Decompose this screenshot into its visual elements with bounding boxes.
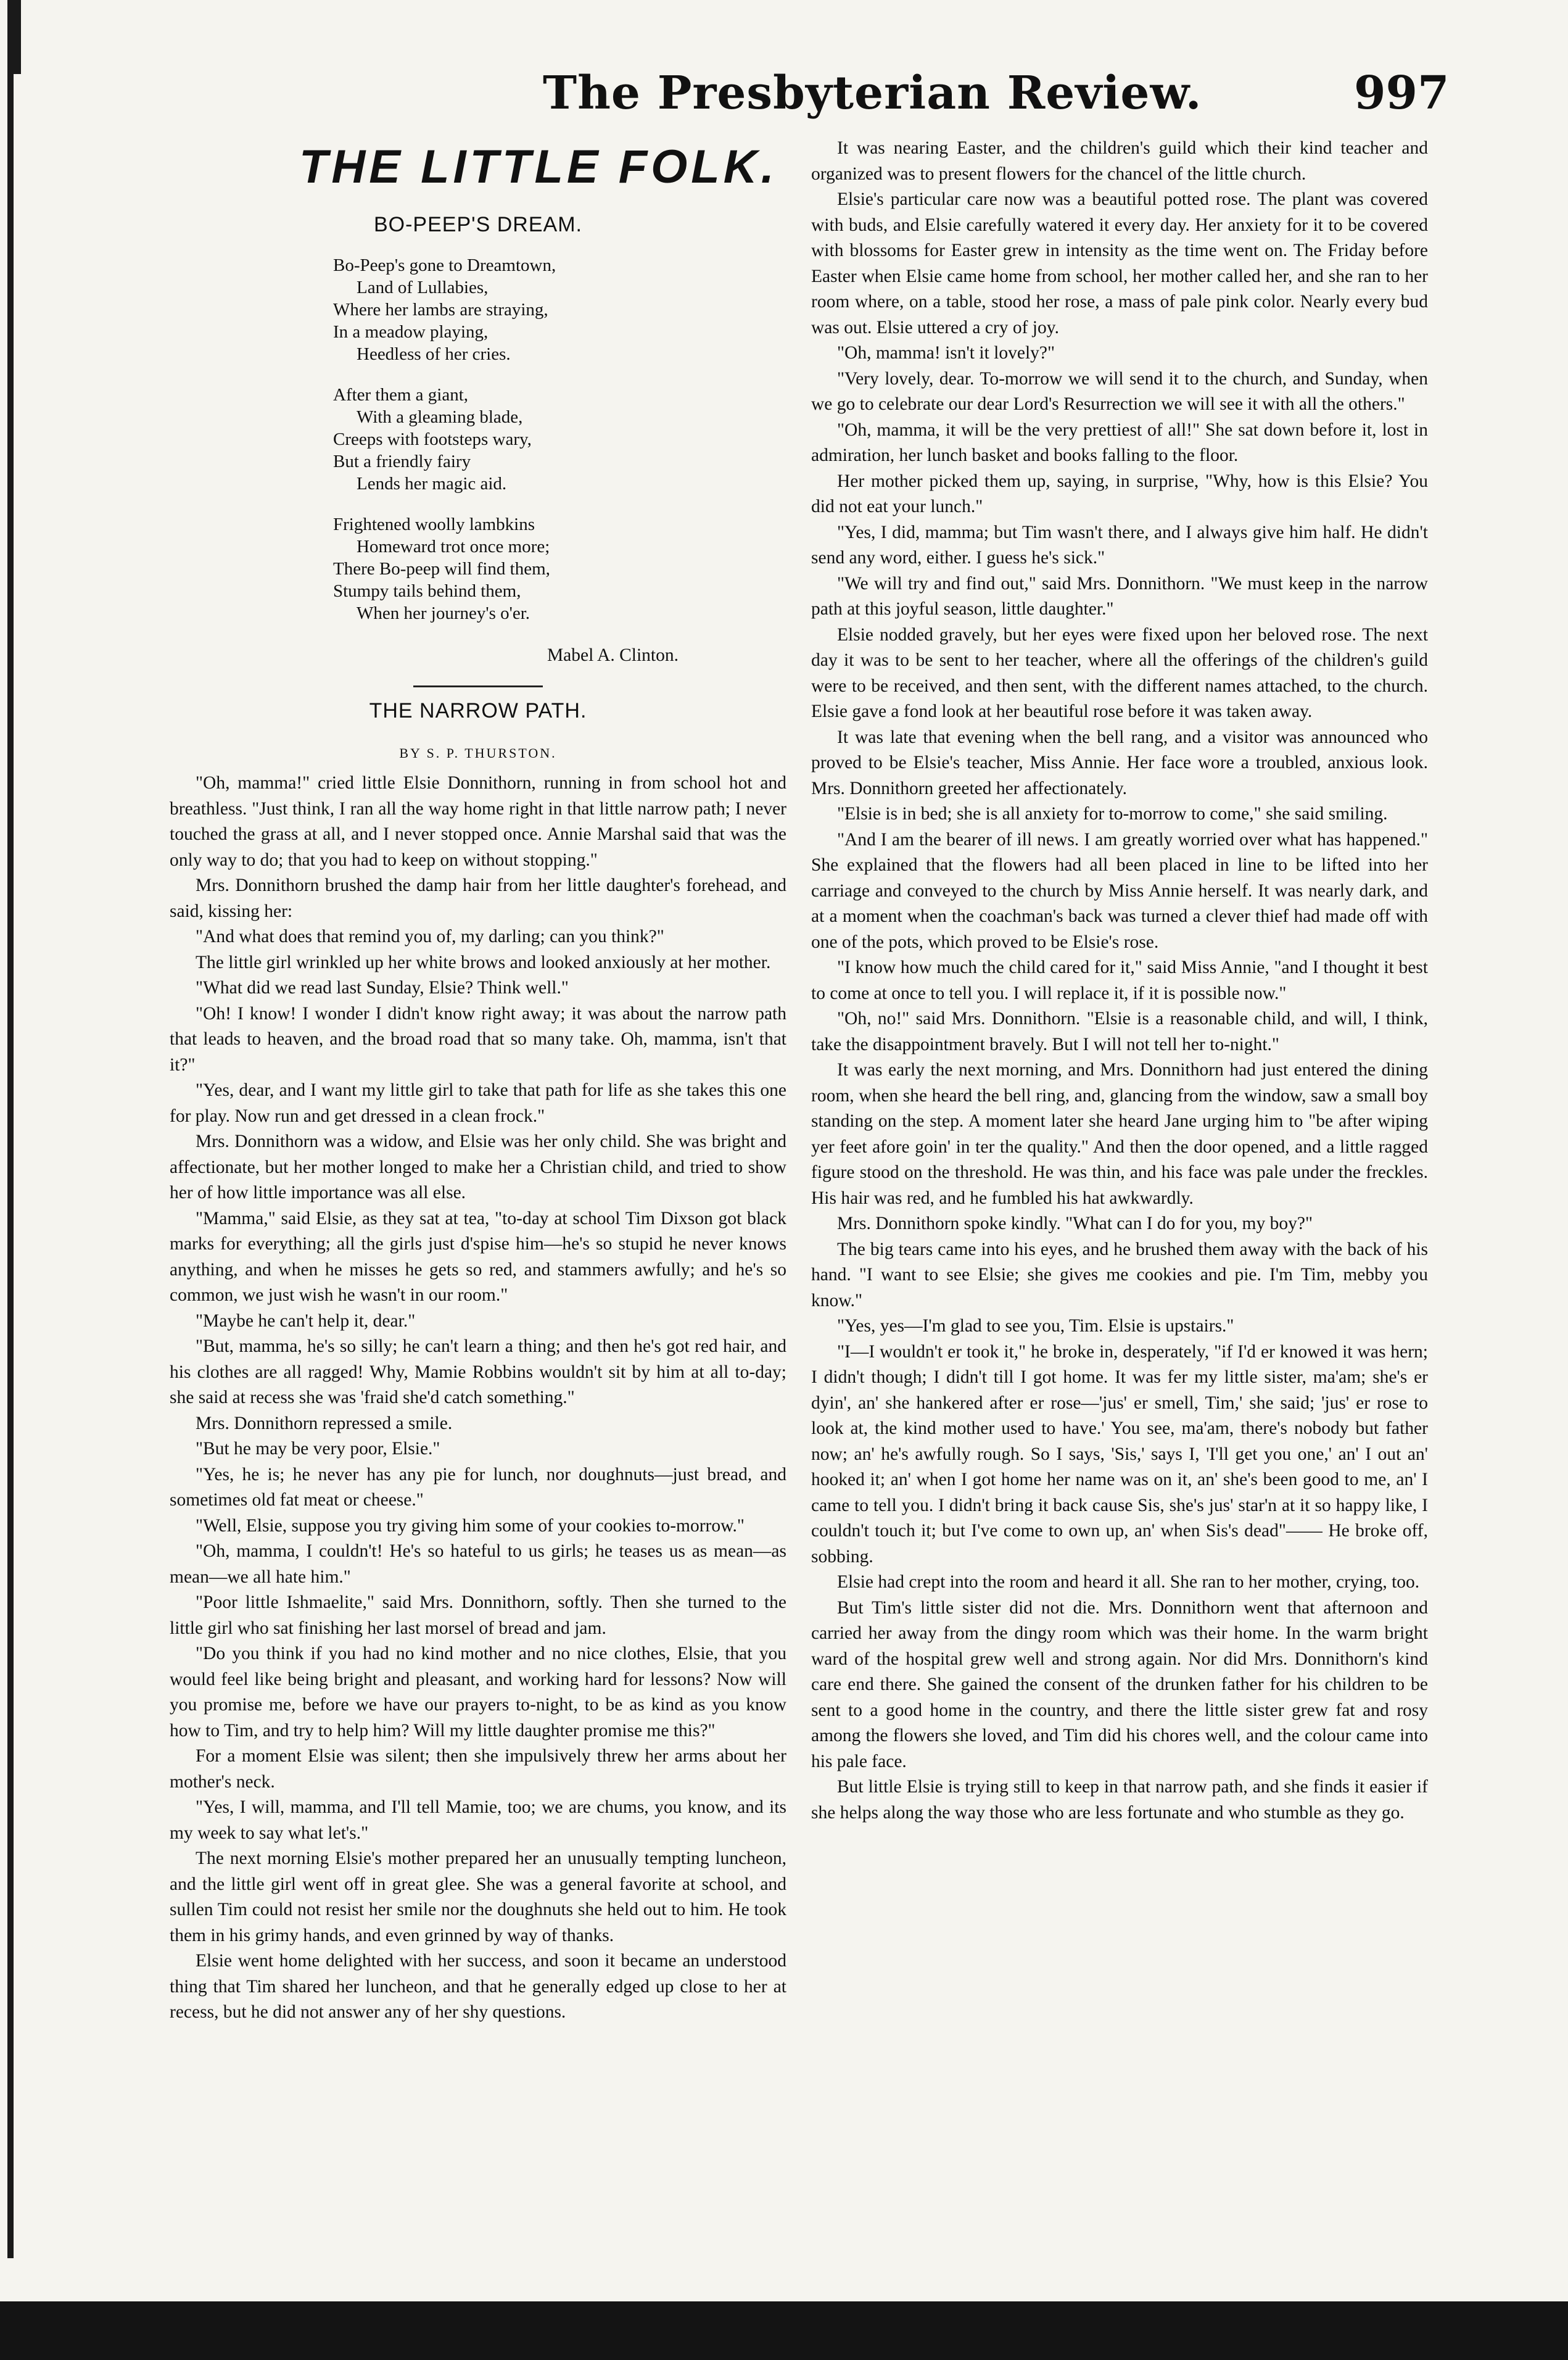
story-paragraph: It was late that evening when the bell rang, and a visitor was announced who proved to be Elsie's teacher, Miss Annie. Her face wore a troubled, anxious look. Mrs. Donnithorn greeted her affectionately. <box>811 727 1428 798</box>
poem-line: With a gleaming blade, <box>357 407 523 427</box>
right-column <box>811 136 1428 2246</box>
story-paragraph: Mrs. Donnithorn spoke kindly. "What can I do for you, my boy?" <box>837 1214 1313 1233</box>
story-paragraph: Elsie had crept into the room and heard it all. She ran to her mother, crying, too. <box>837 1572 1420 1592</box>
poem-stanza <box>333 384 786 495</box>
story-paragraph: Mrs. Donnithorn was a widow, and Elsie was her only child. She was bright and affectionate, but her mother longed to make her a Christian child, and tried to show her of how little importance was all else. <box>170 1132 786 1203</box>
story-paragraph: Elsie's particular care now was a beautiful potted rose. The plant was covered with buds, and Elsie carefully watered it every day. Her anxiety for it to be covered with blossoms for Easter grew in intensity as the time went on. The Friday before Easter when Elsie came home from school, her mother called her, and she ran to her room where, on a table, stood her rose, a mass of pale pink color. Nearly every bud was out. Elsie uttered a cry of joy. <box>811 189 1428 337</box>
story-paragraph: Elsie nodded gravely, but her eyes were fixed upon her beloved rose. The next day it was to be sent to her teacher, where all the offerings of the children's guild were to be received, and then sent, with the different names attached, to the church. Elsie gave a fond look at her beautiful rose before it was taken away. <box>811 624 1428 721</box>
story-paragraph: "I know how much the child cared for it," said Miss Annie, "and I thought it best to come at once to tell you. I will replace it, if it is possible now." <box>811 958 1428 1003</box>
story-paragraph: It was nearing Easter, and the children's guild which their kind teacher and organized was to present flowers for the chancel of the little church. <box>811 138 1428 184</box>
poem-stanza <box>333 513 786 624</box>
story-paragraph: "Yes, dear, and I want my little girl to take that path for life as she takes this one for play. Now run and get dressed in a clean frock." <box>170 1080 786 1126</box>
story-paragraph: Mrs. Donnithorn repressed a smile. <box>196 1413 453 1433</box>
page-number: 997 <box>1354 67 1450 120</box>
scan-border-bottom <box>0 2301 1568 2360</box>
story-paragraph: "Mamma," said Elsie, as they sat at tea, "to-day at school Tim Dixson got black marks for everything; all the girls just d'spise him—he's so stupid he never knows anything, and when he misses he gets so red, and stammers awfully; and he's so common, we just wish he wasn't in our room." <box>170 1208 786 1305</box>
poem-line: Land of Lullabies, <box>357 277 489 297</box>
poem-title: BO-PEEP'S DREAM. <box>373 213 582 236</box>
story-paragraph: "Well, Elsie, suppose you try giving him some of your cookies to-morrow." <box>196 1515 745 1536</box>
story-paragraph: "But, mamma, he's so silly; he can't learn a thing; and then he's got red hair, and his clothes are all ragged! Why, Mamie Robbins wouldn't sit by him at all to-day; she said at recess she was 'fraid she'd catch something." <box>170 1336 786 1407</box>
poem-line: Creeps with footsteps wary, <box>333 429 532 449</box>
story-paragraph: The big tears came into his eyes, and he brushed them away with the back of his hand. "I want to see Elsie; she gives me cookies and pie. I'm Tim, mebby you know." <box>811 1239 1428 1310</box>
story-paragraph: "Elsie is in bed; she is all anxiety for to-morrow to come," she said smiling. <box>837 804 1388 824</box>
story-paragraph: But Tim's little sister did not die. Mrs. Donnithorn went that afternoon and carried her away from the dingy room which was their home. In the warm bright ward of the hospital grew well and strong again. Nor did Mrs. Donnithorn's kind care end there. She gained the consent of the drunken father for his children to be sent to a good home in the country, and there the little sister grew fat and rosy among the flowers she loved, and Tim did his chores well, and the colour came into his pale face. <box>811 1597 1428 1771</box>
story-paragraph: "Oh, mamma!" cried little Elsie Donnithorn, running in from school hot and breathless. "Just think, I ran all the way home right in that little narrow path; I never touched the grass at all, and I never stopped once. Annie Marshal said that was the only way to do; that you had to keep on without stopping." <box>170 773 786 870</box>
poem <box>333 254 786 624</box>
story-paragraph: "We will try and find out," said Mrs. Donnithorn. "We must keep in the narrow path at this joyful season, little daughter." <box>811 573 1428 619</box>
story-paragraph: "Oh! I know! I wonder I didn't know right away; it was about the narrow path that leads to heaven, and the broad road that so many take. Oh, mamma, isn't that it?" <box>170 1003 786 1075</box>
story-paragraph: "Oh, mamma, it will be the very prettiest of all!" She sat down before it, lost in admiration, her lunch basket and books falling to the floor. <box>811 420 1428 465</box>
poem-line: In a meadow playing, <box>333 321 489 342</box>
poem-line: Lends her magic aid. <box>357 473 507 494</box>
poem-line: Homeward trot once more; <box>357 536 550 557</box>
story-paragraph: For a moment Elsie was silent; then she impulsively threw her arms about her mother's neck. <box>170 1746 786 1792</box>
poem-line: When her journey's o'er. <box>357 603 530 623</box>
poem-line: Stumpy tails behind them, <box>333 581 521 601</box>
story-paragraph: "Oh, no!" said Mrs. Donnithorn. "Elsie is a reasonable child, and will, I think, take the disappointment bravely. But I will not tell her to-night." <box>811 1009 1428 1054</box>
story-paragraph: "And what does that remind you of, my darling; can you think?" <box>196 927 664 946</box>
left-column <box>170 136 786 2246</box>
story-byline: BY S. P. THURSTON. <box>399 745 557 761</box>
story-paragraph: "Maybe he can't help it, dear." <box>196 1310 416 1331</box>
story-paragraph: "What did we read last Sunday, Elsie? Think well." <box>196 978 569 998</box>
story-paragraph: Mrs. Donnithorn brushed the damp hair from her little daughter's forehead, and said, kissing her: <box>170 876 786 921</box>
poem-line: Bo-Peep's gone to Dreamtown, <box>333 255 556 275</box>
divider <box>413 685 543 687</box>
story-paragraph: But little Elsie is trying still to keep in that narrow path, and she finds it easier if she helps along the way those who are less fortunate and who stumble as they go. <box>811 1777 1428 1823</box>
story-paragraph: Elsie went home delighted with her success, and soon it became an understood thing that Tim shared her luncheon, and that he generally edged up close to her at recess, but he did not answer any of her shy questions. <box>170 1951 786 2022</box>
poem-stanza <box>333 254 786 365</box>
story-paragraph: "Oh, mamma! isn't it lovely?" <box>837 343 1055 363</box>
poem-line: Frightened woolly lambkins <box>333 514 535 534</box>
story-paragraph: "Yes, yes—I'm glad to see you, Tim. Elsie is upstairs." <box>837 1316 1234 1336</box>
poem-line: There Bo-peep will find them, <box>333 558 550 579</box>
poem-line: Heedless of her cries. <box>357 344 511 364</box>
story-paragraph: "And I am the bearer of ill news. I am greatly worried over what has happened." She explained that the flowers had all been placed in line to be lifted into her carriage and conveyed to the church by Miss Annie herself. It was nearly dark, and at a moment when the coachman's back was turned a clever thief had made off with one of the pots, which proved to be Elsie's rose. <box>811 829 1428 952</box>
story-paragraph: The next morning Elsie's mother prepared her an unusually tempting luncheon, and the little girl went off in great glee. She was a general favorite at school, and sullen Tim could not resist her smile nor the doughnuts she held out to him. He took them in his grimy hands, and even grinned by way of thanks. <box>170 1849 786 1945</box>
story-paragraph: Her mother picked them up, saying, in surprise, "Why, how is this Elsie? You did not eat your lunch." <box>811 471 1428 516</box>
poem-author: Mabel A. Clinton. <box>547 645 679 665</box>
story-paragraph: "I—I wouldn't er took it," he broke in, desperately, "if I'd er knowed it was hern; I didn't though; I didn't till I got home. It was fer my little sister, ma'am; she's er dyin', an' she hankered after er rose—'jus' er smell, Tim,' she said; 'jus' er rose to look at, the kind mother used to have.' You see, ma'am, there's nobody but father now; an' he's awfully rough. So I says, 'Sis,' says I, 'I'll get you one,' an' I out an' hooked it; an' when I got home her name was on it, an' she's been good to me, an' I came to tell you. I didn't bring it back cause Sis, she's jus' star'n at it so happy like, I couldn't touch it; but I've come to own up, an' when Sis's dead"—— He broke off, sobbing. <box>811 1341 1428 1567</box>
section-heading: THE LITTLE FOLK. <box>299 141 778 193</box>
story-paragraph: It was early the next morning, and Mrs. Donnithorn had just entered the dining room, when she heard the bell ring, and, glancing from the window, saw a small boy standing on the step. A moment later she heard Jane urging him to "be after wiping yer feet afore goin' in ter the quality." And then the door opened, and a little ragged figure stood on the threshold. He was thin, and his face was pale under the freckles. His hair was red, and he fumbled his hat awkwardly. <box>811 1060 1428 1208</box>
journal-title: The Presbyterian Review. <box>543 67 1202 120</box>
story-paragraph: "Oh, mamma, I couldn't! He's so hateful to us girls; he teases us as mean—as mean—we all hate him." <box>170 1541 786 1587</box>
story-paragraph: "Poor little Ishmaelite," said Mrs. Donnithorn, softly. Then she turned to the little girl who sat finishing her last morsel of bread and jam. <box>170 1592 786 1638</box>
story-text-right <box>811 136 1428 1826</box>
poem-line: After them a giant, <box>333 384 469 405</box>
story-paragraph: "Yes, I did, mamma; but Tim wasn't there, and I always give him half. He didn't send any word, either. I guess he's sick." <box>811 522 1428 568</box>
scan-border-left <box>7 25 14 2258</box>
story-paragraph: "Do you think if you had no kind mother and no nice clothes, Elsie, that you would feel like being bright and pleasant, and working hard for lessons? Now will you promise me, before we have our prayers to-night, to be as kind as you know how to Tim, and try to help him? Will my little daughter promise me this?" <box>170 1644 786 1741</box>
story-paragraph: "But he may be very poor, Elsie." <box>196 1439 440 1459</box>
story-title: THE NARROW PATH. <box>369 699 587 722</box>
poem-line: Where her lambs are straying, <box>333 299 548 320</box>
poem-line: But a friendly fairy <box>333 451 471 471</box>
page-header <box>0 67 1568 135</box>
story-text-left <box>170 771 786 2026</box>
story-paragraph: "Very lovely, dear. To-morrow we will send it to the church, and Sunday, when we go to celebrate our dear Lord's Resurrection we will see it with all the others." <box>811 368 1428 414</box>
story-paragraph: "Yes, he is; he never has any pie for lunch, nor doughnuts—just bread, and sometimes old fat meat or cheese." <box>170 1464 786 1510</box>
story-paragraph: "Yes, I will, mamma, and I'll tell Mamie, too; we are chums, you know, and its my week to say what let's." <box>170 1797 786 1843</box>
story-paragraph: The little girl wrinkled up her white brows and looked anxiously at her mother. <box>196 952 771 972</box>
